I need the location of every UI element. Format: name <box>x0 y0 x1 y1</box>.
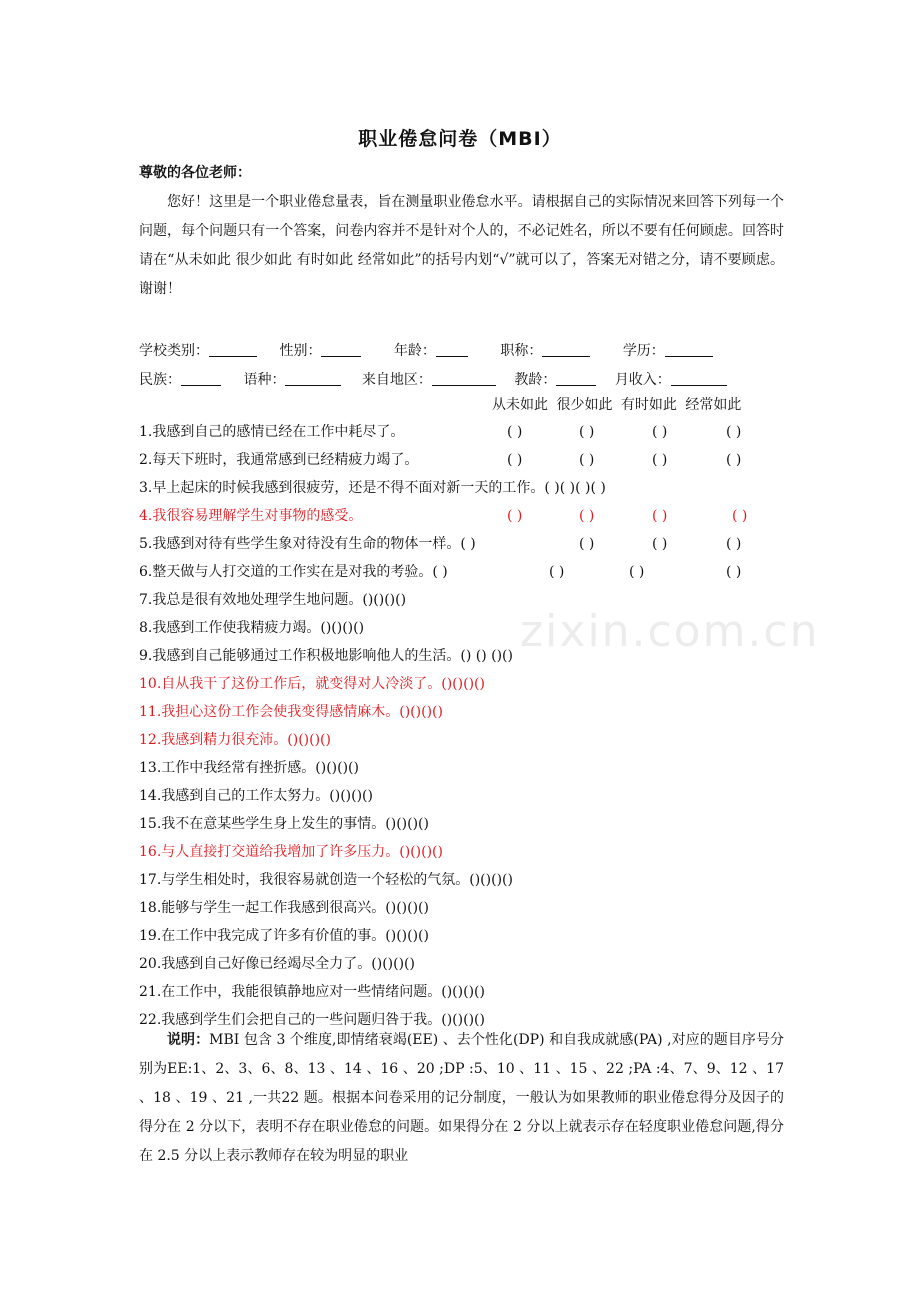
scale-often: 经常如此 <box>685 397 742 413</box>
field-gender <box>279 340 361 360</box>
question-item <box>139 642 799 670</box>
question-text: 13.工作中我经常有挫折感。()()()() <box>139 760 359 776</box>
field-language <box>243 369 341 389</box>
answer-bracket[interactable]: ( ) <box>726 564 742 580</box>
answer-bracket[interactable]: ( ) <box>579 508 595 524</box>
question-text: 22.我感到学生们会把自己的一些问题归咎于我。()()()() <box>139 1012 485 1028</box>
field-label: 教龄： <box>514 372 557 388</box>
answer-bracket[interactable]: ( ) <box>652 452 668 468</box>
page-title: 职业倦怠问卷（MBI） <box>358 128 562 150</box>
question-text: 21.在工作中，我能很镇静地应对一些情绪问题。()()()() <box>139 984 485 1000</box>
question-item <box>139 502 799 530</box>
field-teaching-years <box>514 369 596 389</box>
blank-line[interactable] <box>285 371 341 386</box>
blank-line[interactable] <box>542 342 590 357</box>
question-list <box>139 418 799 1034</box>
scale-header <box>492 394 745 414</box>
note-text: MBI 包含 3 个维度,即情绪衰竭(EE) 、去个性化(DP) 和自我成就感(PA) ,对应的题目序号分别为EE:1、2、3、6、8、13 、14 、16 、20 ;DP :5、10 、11 、15 、22 ;PA :4、7、9、12 、17 、18 、19 、21 ,一共22 题。根据本问卷采用的记分制度，一般认为如果教师的职业倦怠得分及因子的得分在 2 分以下，表明不存在职业倦怠的问题。如果得分在 2 分以上就表示存在轻度职业倦怠问题,得分在 2.5 分以上表示教师存在较为明显的职业 <box>139 1032 784 1164</box>
info-row-1 <box>139 340 723 360</box>
blank-line[interactable] <box>665 342 713 357</box>
question-text: 1.我感到自己的感情已经在工作中耗尽了。 <box>139 424 405 440</box>
question-item <box>139 950 799 978</box>
question-text: 11.我担心这份工作会使我变得感情麻木。()()()() <box>139 704 443 720</box>
question-text: 14.我感到自己的工作太努力。()()()() <box>139 788 373 804</box>
field-label: 学校类别： <box>139 343 209 359</box>
question-item <box>139 698 799 726</box>
question-item <box>139 782 799 810</box>
blank-line[interactable] <box>671 371 727 386</box>
question-item <box>139 670 799 698</box>
question-text: 19.在工作中我完成了许多有价值的事。()()()() <box>139 928 429 944</box>
question-item <box>139 614 799 642</box>
watermark: zixin.com.cn <box>520 606 820 657</box>
answer-bracket[interactable]: ( ) <box>726 536 742 552</box>
blank-line[interactable] <box>321 342 361 357</box>
answer-bracket[interactable]: ( ) <box>629 564 645 580</box>
answer-bracket[interactable]: ( ) <box>549 564 565 580</box>
field-label: 性别： <box>279 343 322 359</box>
answer-bracket[interactable]: ( ) <box>726 424 742 440</box>
blank-line[interactable] <box>556 371 596 386</box>
question-item <box>139 754 799 782</box>
question-item <box>139 866 799 894</box>
question-item <box>139 810 799 838</box>
answer-bracket[interactable]: ( ) <box>507 424 523 440</box>
scale-never: 从未如此 <box>492 397 548 413</box>
question-text: 15.我不在意某些学生身上发生的事情。()()()() <box>139 816 429 832</box>
field-label: 月收入： <box>614 372 671 388</box>
field-title <box>500 340 590 360</box>
question-item <box>139 838 799 866</box>
question-text: 12.我感到精力很充沛。()()()() <box>139 732 331 748</box>
note-label: 说明： <box>167 1032 210 1048</box>
question-text: 20.我感到自己好像已经竭尽全力了。()()()() <box>139 956 415 972</box>
field-label: 民族： <box>139 372 181 388</box>
question-item <box>139 558 799 586</box>
field-region <box>362 369 496 389</box>
question-item <box>139 530 799 558</box>
field-label: 学历： <box>622 343 665 359</box>
blank-line[interactable] <box>209 342 257 357</box>
blank-line[interactable] <box>181 371 221 386</box>
question-text: 6.整天做与人打交道的工作实在是对我的考验。( ) <box>139 564 448 580</box>
field-label: 年龄： <box>393 343 436 359</box>
answer-bracket[interactable]: ( ) <box>652 508 668 524</box>
info-row-2 <box>139 369 737 389</box>
question-item <box>139 894 799 922</box>
blank-line[interactable] <box>436 342 468 357</box>
answer-bracket[interactable]: ( ) <box>507 452 523 468</box>
field-label: 职称： <box>500 343 543 359</box>
question-item <box>139 922 799 950</box>
question-text: 16.与人直接打交道给我增加了许多压力。()()()() <box>139 844 443 860</box>
greeting: 尊敬的各位老师： <box>139 165 251 181</box>
question-text: 17.与学生相处时，我很容易就创造一个轻松的气氛。()()()() <box>139 872 513 888</box>
field-school-type <box>139 340 257 360</box>
field-label: 语种： <box>243 372 286 388</box>
question-text: 5.我感到对待有些学生象对待没有生命的物体一样。( ) <box>139 536 476 552</box>
question-text: 4.我很容易理解学生对事物的感受。 <box>139 508 363 524</box>
answer-bracket[interactable]: ( ) <box>732 508 748 524</box>
field-label: 来自地区： <box>361 372 432 388</box>
question-item <box>139 446 799 474</box>
field-age <box>394 340 468 360</box>
question-item <box>139 978 799 1006</box>
scale-sometimes: 有时如此 <box>620 397 677 413</box>
answer-bracket[interactable]: ( ) <box>726 452 742 468</box>
answer-bracket[interactable]: ( ) <box>652 424 668 440</box>
answer-bracket[interactable]: ( ) <box>507 508 523 524</box>
question-text: 3.早上起床的时候我感到很疲劳，还是不得不面对新一天的工作。( )( )( )( ) <box>139 480 606 496</box>
question-text: 2.每天下班时，我通常感到已经精疲力竭了。 <box>139 452 419 468</box>
note-paragraph <box>139 1026 784 1171</box>
question-item <box>139 726 799 754</box>
question-text: 8.我感到工作使我精疲力竭。()()()() <box>139 620 365 636</box>
question-text: 7.我总是很有效地处理学生地问题。()()()() <box>139 592 407 608</box>
blank-line[interactable] <box>432 371 496 386</box>
field-income <box>615 369 727 389</box>
question-item <box>139 474 799 502</box>
answer-bracket[interactable]: ( ) <box>652 536 668 552</box>
scale-rarely: 很少如此 <box>556 397 613 413</box>
field-education <box>623 340 713 360</box>
answer-bracket[interactable]: ( ) <box>579 536 595 552</box>
intro-paragraph: 您好！这里是一个职业倦怠量表，旨在测量职业倦怠水平。请根据自己的实际情况来回答下列每一个问题，每个问题只有一个答案，问卷内容并不是针对个人的，不必记姓名，所以不要有任何顾虑。回答时请在“从未如此 很少如此 有时如此 经常如此”的括号内划“√”就可以了，答案无对错之分，请不要顾虑。谢谢！ <box>139 194 784 297</box>
answer-bracket[interactable]: ( ) <box>579 424 595 440</box>
answer-bracket[interactable]: ( ) <box>579 452 595 468</box>
question-text: 9.我感到自己能够通过工作积极地影响他人的生活。() () ()() <box>139 648 513 664</box>
question-text: 10.自从我干了这份工作后，就变得对人冷淡了。()()()() <box>139 676 485 692</box>
question-item <box>139 418 799 446</box>
field-ethnicity <box>139 369 221 389</box>
question-item <box>139 586 799 614</box>
question-text: 18.能够与学生一起工作我感到很高兴。()()()() <box>139 900 429 916</box>
